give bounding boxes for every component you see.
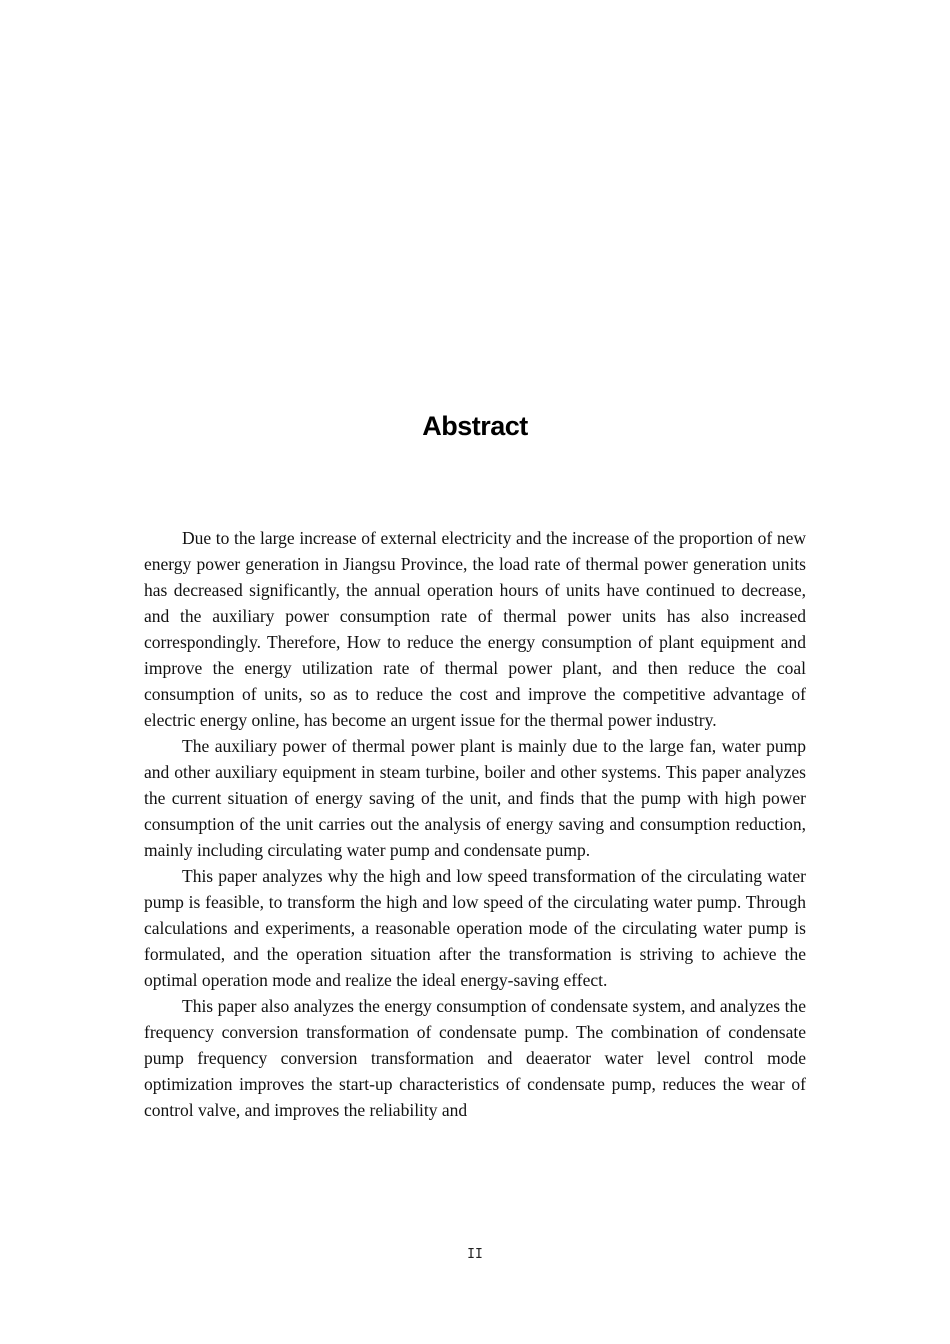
- abstract-body: [144, 525, 806, 1123]
- abstract-paragraph-2: The auxiliary power of thermal power plant is mainly due to the large fan, water pump and other auxiliary equipment in steam turbine, boiler and other systems. This paper analyzes the current situation of energy saving of the unit, and finds that the pump with high power consumption of the unit carries out the analysis of energy saving and consumption reduction, mainly including circulating water pump and condensate pump.: [144, 736, 806, 860]
- page-number: II: [467, 1247, 483, 1262]
- abstract-paragraph-3: This paper analyzes why the high and low speed transformation of the circulating water pump is feasible, to transform the high and low speed of the circulating water pump. Through calculations and experiments, a reasonable operation mode of the circulating water pump is formulated, and the operation situation after the transformation is striving to achieve the optimal operation mode and realize the ideal energy-saving effect.: [144, 866, 806, 990]
- abstract-paragraph-4: This paper also analyzes the energy consumption of condensate system, and analyzes the frequency conversion transformation of condensate pump. The combination of condensate pump frequency conversion transformation and deaerator water level control mode optimization improves the start-up characteristics of condensate pump, reduces the wear of control valve, and improves the reliability and: [144, 996, 806, 1120]
- abstract-paragraph-1: Due to the large increase of external electricity and the increase of the proportion of new energy power generation in Jiangsu Province, the load rate of thermal power generation units has decreased significantly, the annual operation hours of units have continued to decrease, and the auxiliary power consumption rate of thermal power units has also increased correspondingly. Therefore, How to reduce the energy consumption of plant equipment and improve the energy utilization rate of thermal power plant, and then reduce the coal consumption of units, so as to reduce the cost and improve the competitive advantage of electric energy online, has become an urgent issue for the thermal power industry.: [144, 528, 806, 730]
- abstract-title: Abstract: [422, 411, 528, 441]
